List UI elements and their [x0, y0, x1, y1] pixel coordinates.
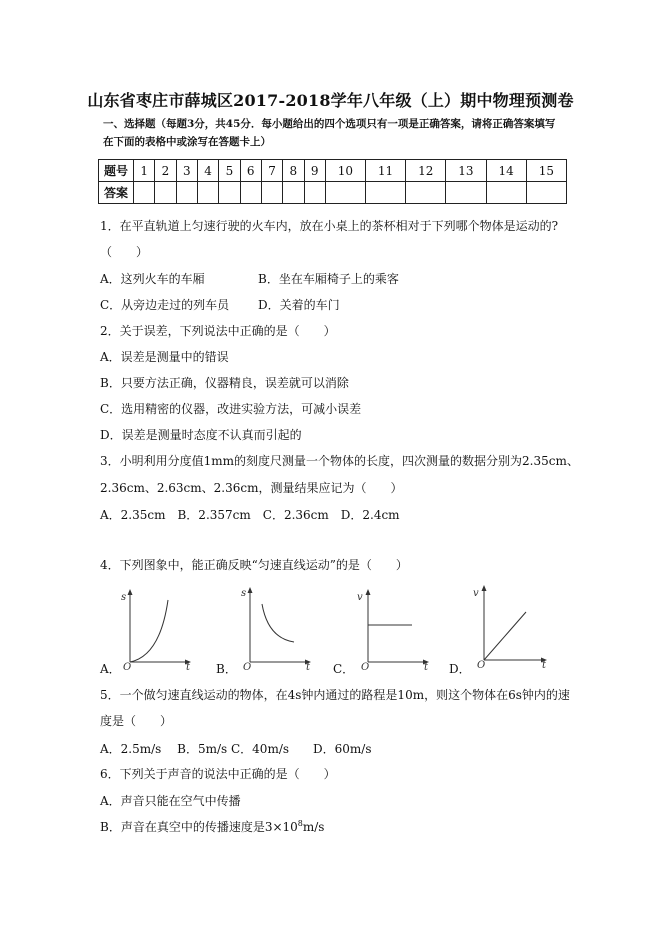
answer-cell[interactable] [261, 182, 282, 204]
table-cell-number: 14 [486, 160, 526, 182]
q2-option-d: D．误差是测量时态度不认真而引起的 [100, 428, 302, 442]
graph-b-curve [262, 604, 294, 642]
table-cell-number: 1 [134, 160, 155, 182]
y-axis-label: v [357, 592, 363, 603]
q2-option-b: B．只要方法正确，仪器精良，误差就可以消除 [100, 376, 349, 390]
table-cell-number: 12 [406, 160, 446, 182]
table-cell-number: 10 [325, 160, 365, 182]
q5-stem-line1: 5．一个做匀速直线运动的物体，在4s钟内通过的路程是10m，则这个物体在6s钟内的速 [100, 688, 570, 702]
answer-cell[interactable] [365, 182, 405, 204]
y-axis-arrow-icon [366, 589, 371, 595]
q6-option-b [100, 818, 324, 835]
x-axis-label: t [306, 662, 311, 673]
q4-stem: 4．下列图象中，能正确反映“匀速直线运动”的是（ ） [100, 558, 408, 572]
y-axis-arrow-icon [248, 587, 253, 593]
q1-stem-line2: （ ） [100, 245, 149, 259]
y-axis-arrow-icon [482, 585, 487, 591]
x-axis-label: t [186, 662, 191, 673]
table-cell-number: 2 [155, 160, 176, 182]
q1-option-a: A．这列火车的车厢 [100, 272, 205, 286]
answer-cell[interactable] [526, 182, 566, 204]
q1-option-c: C．从旁边走过的列车员 [100, 298, 230, 312]
page-title: 山东省枣庄市薛城区2017-2018学年八年级（上）期中物理预测卷 [87, 91, 574, 110]
section-intro-line2: 在下面的表格中或涂写在答题卡上） [103, 136, 271, 148]
table-answer-label: 答案 [99, 182, 134, 204]
answer-cell[interactable] [134, 182, 155, 204]
q3-stem-line2: 2.36cm、2.63cm、2.36cm，测量结果应记为（ ） [100, 481, 403, 495]
answer-table-header-row [99, 160, 567, 182]
q4-graph-d [472, 584, 554, 671]
answer-table-answer-row [99, 182, 567, 204]
table-cell-number: 15 [526, 160, 566, 182]
y-axis-label: s [241, 588, 247, 599]
table-header-label: 题号 [99, 160, 134, 182]
section-intro [103, 115, 563, 151]
table-cell-number: 9 [304, 160, 325, 182]
origin-label: O [123, 662, 132, 673]
q1-option-b: B．坐在车厢椅子上的乘客 [258, 272, 399, 286]
table-cell-number: 4 [197, 160, 218, 182]
answer-cell[interactable] [304, 182, 325, 204]
q6-stem: 6．下列关于声音的说法中正确的是（ ） [100, 767, 336, 781]
q5-options: A．2.5m/s B．5m/s C．40m/s D．60m/s [100, 742, 372, 756]
graph-d-line [484, 612, 526, 660]
q2-stem: 2．关于误差，下列说法中正确的是（ ） [100, 324, 336, 338]
answer-cell[interactable] [406, 182, 446, 204]
answer-cell[interactable] [176, 182, 197, 204]
q4-graph-d-label: D． [449, 662, 471, 676]
x-axis-label: t [542, 660, 547, 671]
answer-cell[interactable] [283, 182, 304, 204]
q5-stem-line2: 度是（ ） [100, 714, 173, 728]
answer-cell[interactable] [240, 182, 261, 204]
origin-label: O [243, 662, 252, 673]
q4-graph-b [238, 586, 318, 673]
y-axis-arrow-icon [128, 589, 133, 595]
y-axis-label: s [121, 592, 127, 603]
origin-label: O [361, 662, 370, 673]
table-cell-number: 6 [240, 160, 261, 182]
q3-options: A．2.35cm B．2.357cm C．2.36cm D．2.4cm [100, 508, 400, 522]
section-intro-line1: 一、选择题（每题3分，共45分．每小题给出的四个选项只有一项是正确答案，请将正确答案填写 [103, 118, 556, 130]
q4-graph-b-label: B． [216, 662, 237, 676]
q3-stem-line1: 3．小明利用分度值1mm的刻度尺测量一个物体的长度，四次测量的数据分别为2.35cm、 [100, 454, 579, 468]
q6-option-b-text: B．声音在真空中的传播速度是3×10 [100, 820, 298, 834]
table-cell-number: 13 [446, 160, 486, 182]
graph-a-curve [130, 600, 168, 662]
origin-label: O [477, 660, 486, 671]
answer-cell[interactable] [197, 182, 218, 204]
q2-option-c: C．选用精密的仪器，改进实验方法，可减小误差 [100, 402, 362, 416]
table-cell-number: 8 [283, 160, 304, 182]
q6-option-b-exponent: 8 [297, 819, 303, 828]
q6-option-a: A．声音只能在空气中传播 [100, 794, 241, 808]
q2-option-a: A．误差是测量中的错误 [100, 350, 229, 364]
q4-graph-c [356, 588, 436, 673]
answer-table [98, 159, 567, 204]
y-axis-label: v [473, 588, 479, 599]
q1-option-d: D．关着的车门 [258, 298, 340, 312]
table-cell-number: 5 [219, 160, 240, 182]
table-cell-number: 3 [176, 160, 197, 182]
q4-graph-c-label: C． [333, 662, 355, 676]
q4-graph-a [118, 588, 198, 673]
x-axis-label: t [424, 662, 429, 673]
q4-graph-a-label: A． [100, 662, 121, 676]
answer-cell[interactable] [486, 182, 526, 204]
table-cell-number: 11 [365, 160, 405, 182]
table-cell-number: 7 [261, 160, 282, 182]
answer-cell[interactable] [446, 182, 486, 204]
q1-stem-line1: 1．在平直轨道上匀速行驶的火车内，放在小桌上的茶杯相对于下列哪个物体是运动的? [100, 219, 559, 233]
answer-cell[interactable] [155, 182, 176, 204]
answer-cell[interactable] [325, 182, 365, 204]
q6-option-b-unit: m/s [302, 820, 325, 834]
answer-cell[interactable] [219, 182, 240, 204]
